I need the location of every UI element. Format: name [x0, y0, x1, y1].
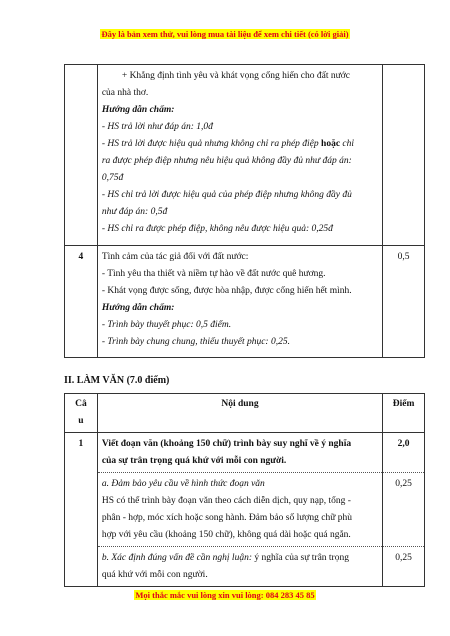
grading-line: như đáp án: 0,5đ [101, 207, 168, 217]
content-line: Tình cảm của tác giả đối với đất nước: [101, 252, 249, 262]
preview-notice-text: Đây là bản xem thử, vui lòng mua tài liệu để xem chi tiết (có lời giải) [101, 29, 349, 39]
grading-line: ra được phép điệp nhưng nêu hiệu quả không đầy đủ như đáp án: [101, 156, 352, 166]
table-row [65, 246, 425, 358]
grading-line: - HS trả lời được hiệu quả nhưng không chỉ ra phép điệp hoặc chỉ [101, 139, 355, 149]
content-line: hợp với yêu cầu (khoảng 150 chữ), không quá dài hoặc quá ngắn. [101, 530, 351, 540]
table-header-row [65, 394, 425, 433]
table-row [65, 65, 425, 246]
grading-line: - HS trả lời như đáp án: 1,0đ [101, 122, 213, 132]
contact-text: Mọi thắc mắc vui lòng xin vui lòng: 084 283 45 85 [135, 590, 315, 600]
grading-line: - HS chỉ ra được phép điệp, không nêu được hiệu quả: 0,25đ [101, 224, 333, 234]
content-line: của nhà thơ. [101, 88, 149, 98]
question-title-line: Viết đoạn văn (khoảng 150 chữ) trình bày suy nghĩ về ý nghĩa [101, 439, 352, 449]
grading-line: 0,75đ [101, 173, 124, 183]
question-title-line: của sự trân trọng quá khứ với mỗi con người. [101, 456, 287, 466]
content-line: - Khát vọng được sống, được hòa nhập, được cống hiến hết mình. [101, 286, 352, 296]
question-number-cell [65, 65, 98, 246]
score-cell: 0,5 [383, 246, 425, 358]
column-header-cau: Câ u [65, 394, 98, 433]
content-cell [97, 65, 382, 246]
grading-guide-heading: Hướng dẫn chấm: [101, 105, 175, 115]
content-line: + Khẳng định tình yêu và khát vọng cống hiến cho đất nước [121, 71, 351, 81]
criterion-a-title: a. Đảm bảo yêu cầu về hình thức đoạn văn [101, 479, 265, 489]
score-cell [383, 65, 425, 246]
contact-banner [0, 590, 450, 600]
grading-line: - Trình bày thuyết phục: 0,5 điểm. [101, 320, 232, 330]
score-cell: 2,0 0,25 0,25 [383, 433, 425, 587]
answer-table-writing [64, 393, 425, 587]
content-line: quá khứ với mỗi con người. [101, 570, 208, 580]
question-number-cell: 4 [65, 246, 98, 358]
content-line: - Tình yêu tha thiết và niềm tự hào về đất nước quê hương. [101, 269, 326, 279]
content-cell [97, 433, 382, 587]
content-cell [97, 246, 382, 358]
section-heading: II. LÀM VĂN (7.0 điểm) [64, 375, 170, 386]
grading-guide-heading: Hướng dẫn chấm: [101, 303, 175, 313]
column-header-diem: Điểm [383, 394, 425, 433]
table-row [65, 433, 425, 587]
criterion-b-title: b. Xác định đúng vấn đề cần nghị luận: ý nghĩa của sự trân trọng [101, 553, 349, 563]
content-line: phân - hợp, móc xích hoặc song hành. Đảm bảo số lượng chữ phù [101, 513, 353, 523]
grading-line: - Trình bày chung chung, thiếu thuyết phục: 0,25. [101, 337, 290, 347]
column-header-noidung: Nội dung [97, 394, 382, 433]
question-number-cell: 1 [65, 433, 98, 587]
preview-notice-banner [0, 29, 450, 39]
answer-table-reading [64, 64, 425, 358]
content-line: HS có thể trình bày đoạn văn theo cách diễn dịch, quy nạp, tổng - [101, 496, 351, 506]
grading-line: - HS chỉ trả lời được hiệu quả của phép điệp nhưng không đầy đủ [101, 190, 352, 200]
